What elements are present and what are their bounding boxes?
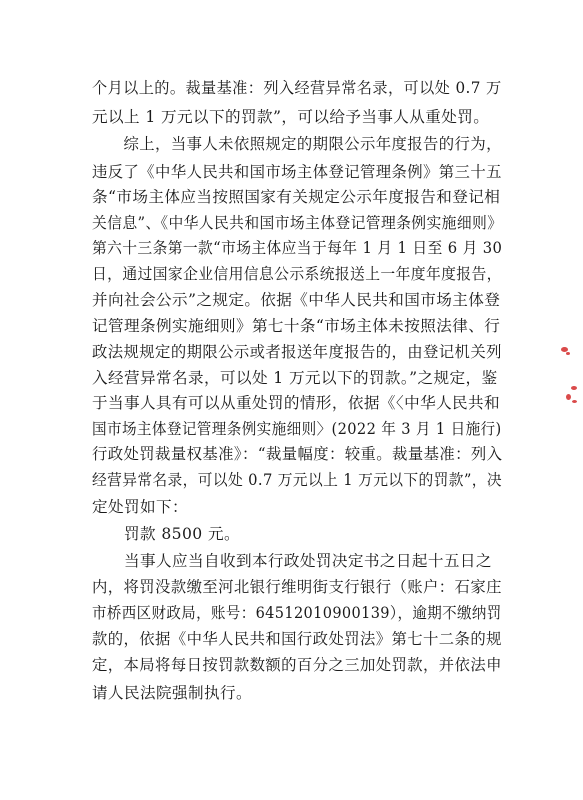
text-line: 元以上 1 万元以下的罚款”，可以给予当事人从重处罚。 [92, 108, 490, 126]
text-line: 个月以上的。裁量基准：列入经营异常名录，可以处 0.7 万 [92, 79, 502, 97]
text-line: 罚款 8500 元。 [92, 525, 240, 543]
text-line: 于当事人具有可以从重处罚的情形，依据《〈中华人民共和 [92, 394, 501, 412]
text-line: 款的，依据《中华人民共和国行政处罚法》第七十二条的规 [92, 630, 502, 648]
text-line: 市桥西区财政局，账号：64512010900139），逾期不缴纳罚 [92, 604, 502, 622]
text-line: 入经营异常名录，可以处 1 万元以下的罚款。”之规定，鉴 [92, 369, 498, 387]
text-line: 定处罚如下： [92, 498, 188, 516]
text-line: 经营异常名录，可以处 0.7 万元以上 1 万元以下的罚款”，决 [92, 471, 502, 489]
text-line: 日，通过国家企业信用信息公示系统报送上一年度年度报告， [92, 265, 502, 283]
text-line: 内，将罚没款缴至河北银行维明街支行银行（账户：石家庄 [92, 578, 502, 596]
text-line: 第六十三条第一款“市场主体应当于每年 1 月 1 日至 6 月 30 [92, 239, 503, 257]
text-line: 行政处罚裁量权基准》：“裁量幅度：较重。裁量基准：列入 [92, 445, 503, 463]
text-line: 国市场主体登记管理条例实施细则〉(2022 年 3 月 1 日施行) [92, 420, 502, 438]
text-line: 违反了《中华人民共和国市场主体登记管理条例》第三十五 [92, 163, 502, 181]
text-line: 当事人应当自收到本行政处罚决定书之日起十五日之 [92, 552, 492, 570]
text-line: 并向社会公示”之规定。依据《中华人民共和国市场主体登 [92, 291, 501, 309]
text-line: 定，本局将每日按罚款数额的百分之三加处罚款，并依法申 [92, 656, 502, 674]
text-line: 政法规规定的期限公示或者报送年度报告的，由登记机关列 [92, 343, 502, 361]
text-line: 关信息”、《中华人民共和国市场主体登记管理条例实施细则》 [92, 214, 503, 232]
text-line: 记管理条例实施细则》第七十条“市场主体未按照法律、行 [92, 317, 501, 335]
text-line: 请人民法院强制执行。 [92, 684, 252, 702]
text-line: 综上，当事人未依照规定的期限公示年度报告的行为， [92, 135, 502, 153]
text-line: 条“市场主体应当按照国家有关规定公示年度报告和登记相 [92, 188, 501, 206]
